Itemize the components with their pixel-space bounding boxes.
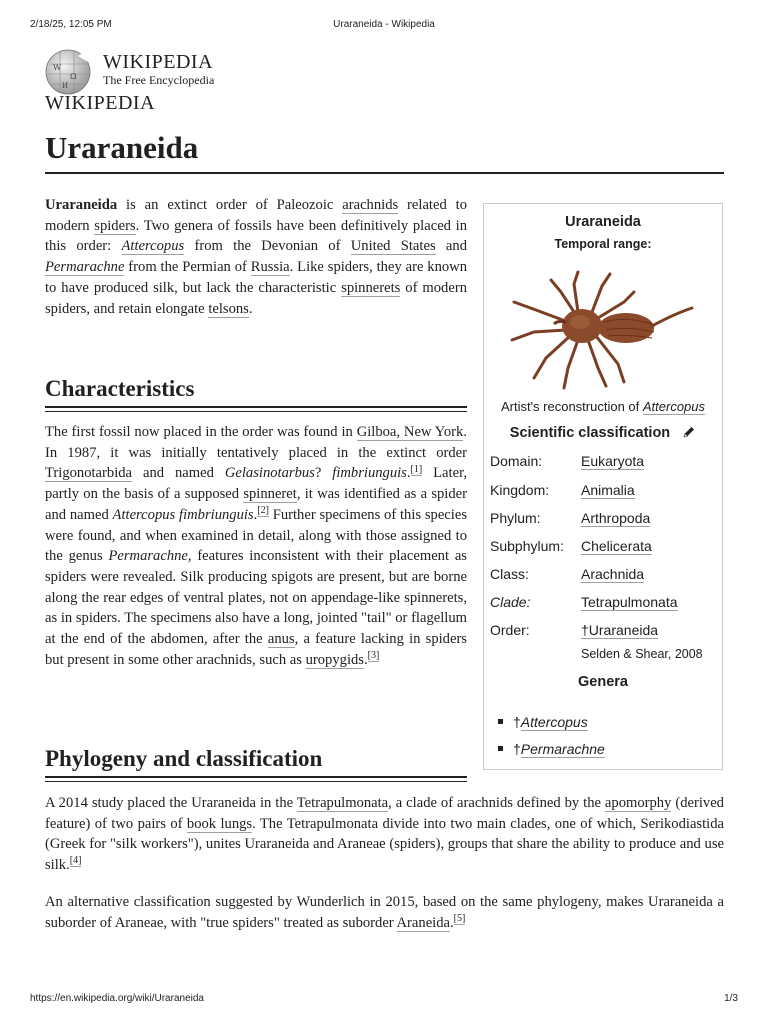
taxon-row-kingdom: Kingdom: Animalia [490,482,635,498]
text-run: . In 1987, it was initially tentatively placed in the extinct order [45,424,467,461]
genus-item: †Permarachne [498,741,605,761]
attercopus-reconstruction-image[interactable] [506,270,706,390]
wiki-link[interactable]: telsons [208,300,249,317]
taxon-link-class[interactable]: Arachnida [581,566,645,582]
taxon-authority: Selden & Shear, 2008 [581,647,703,661]
section-divider [45,776,467,782]
text-run: and [435,238,467,255]
scientific-classification-heading: Scientific classification [484,425,722,441]
citation-link[interactable]: [5] [453,912,466,924]
print-footer [30,993,738,1007]
text-run: . [253,506,258,523]
genus-link-attercopus[interactable]: Attercopus [520,714,588,730]
taxon-link-subphylum[interactable]: Chelicerata [581,538,652,554]
text-run: A 2014 study placed the Uraraneida in the [45,795,297,811]
text-run: of modern spiders, and retain elongate [45,279,467,317]
bullet [498,719,503,724]
text-run: (derived feature) of two pairs of [45,795,724,832]
wiki-link[interactable]: Attercopus [121,238,185,255]
wiki-link[interactable]: Permarachne [45,259,125,276]
taxon-row-domain: Domain: Eukaryota [490,453,645,469]
print-header [30,19,738,33]
wiki-link[interactable]: spinneret [243,486,297,503]
text-run: The first fossil now placed in the order was found in [45,424,357,440]
text-run: . [406,465,411,482]
bullet [498,746,503,751]
page-title: Uraraneida [45,130,199,165]
characteristics-paragraph [45,422,467,670]
text-run: from the Permian of [124,259,251,276]
print-page-title: Uraraneida - Wikipedia [333,19,435,30]
text-run: An alternative classification suggested by Wunderlich in 2015, based on the same phylogeny, makes Uraraneida a suborder of Araneae, with "true spiders" treated as suborder [45,894,724,931]
phylogeny-paragraph-2 [45,892,724,933]
print-url: https://en.wikipedia.org/wiki/Uraraneida [30,993,204,1004]
taxobox [483,203,723,770]
wiki-link[interactable]: book lungs [186,815,253,832]
taxon-link-phylum[interactable]: Arthropoda [581,510,651,526]
text-run: , features inconsistent with their placement as spiders were revealed. Silk producing spigots are present, but are borne along the rear edges of ventral plates, not on appendage-like spinnerets, as in spiders. The specimens also have a long, jointed "tail" or flagellum at the end of the abdomen, after the [45,548,467,648]
text-run: related to modern [45,197,467,234]
wikipedia-wordmark-alt[interactable]: WIKIPEDIA [45,92,156,114]
text-run: . Like spiders, they are known to have produced silk, but lack the characteristic [45,259,468,296]
taxon-row-class: Class: Arachnida [490,566,645,582]
text-run: Further specimens of this species were found, and when examined in detail, along with those assigned to the genus [45,506,467,565]
text-run: from the Devonian of [184,238,351,255]
svg-text:И: И [62,82,69,90]
caption-link-attercopus[interactable]: Attercopus [642,399,706,414]
wiki-link[interactable]: anus [267,631,295,648]
genera-heading: Genera [578,674,628,690]
print-page-number: 1/3 [724,993,738,1004]
image-caption: Artist's reconstruction of Attercopus [500,399,706,414]
title-divider [45,172,724,174]
pencil-icon[interactable] [682,425,696,439]
wiki-link[interactable]: Trigonotarbida [45,465,133,482]
citation-link[interactable]: [2] [257,504,269,516]
temporal-range-label: Temporal range: [554,237,652,251]
citation-link[interactable]: [1] [410,463,423,475]
citation-link[interactable]: [4] [69,855,82,867]
wikipedia-tagline: The Free Encyclopedia [103,73,215,87]
wiki-link[interactable]: apomorphy [604,795,672,811]
wiki-link[interactable]: arachnids [342,197,399,213]
taxon-row-order: Order: †Uraraneida [490,622,659,638]
wiki-link[interactable]: uropygids [305,651,364,668]
bold-term: Uraraneida [45,197,118,213]
taxon-row-clade: Clade: Tetrapulmonata [490,594,678,610]
wiki-link[interactable]: Russia [250,259,290,276]
italic-text: fimbriunguis [332,465,407,482]
taxon-link-order[interactable]: †Uraraneida [581,622,659,638]
wiki-link[interactable]: Gilboa, New York [356,424,464,440]
text-run: , a clade of arachnids defined by the [388,795,605,811]
wiki-link[interactable]: Tetrapulmonata [296,795,389,811]
citation-link[interactable]: [3] [367,649,380,661]
taxon-link-clade[interactable]: Tetrapulmonata [581,594,678,610]
svg-text:W: W [53,63,62,72]
italic-text: Attercopus fimbriunguis [112,506,254,523]
text-run: , a feature lacking in spiders but present in some other arachnids, such as [45,631,467,668]
wiki-link[interactable]: Araneida [396,914,450,931]
phylogeny-paragraph-1 [45,793,724,876]
wiki-link[interactable]: spiders [94,217,136,234]
wikipedia-globe-icon[interactable] [44,48,92,96]
taxobox-title: Uraraneida [565,214,641,230]
text-run: and named [132,465,225,482]
section-heading-characteristics: Characteristics [45,376,195,401]
taxon-link-domain[interactable]: Eukaryota [581,453,645,469]
print-datetime: 2/18/25, 12:05 PM [30,19,112,30]
text-run: . [450,914,454,931]
taxon-row-phylum: Phylum: Arthropoda [490,510,651,526]
italic-text: Permarachne [108,548,188,565]
text-run: . Two genera of fossils have been definitively placed in this order: [45,217,467,255]
text-run: . The Tetrapulmonata divide into two main clades, one of which, Serikodiastida (Greek for "silk workers"), unites Uraraneida and Araneae (spiders), groups that share the ability to produce and use silk. [45,815,724,874]
text-run: . [248,300,253,317]
genus-item: †Attercopus [498,714,588,734]
wikipedia-wordmark[interactable]: WIKIPEDIA [103,51,214,73]
genus-link-permarachne[interactable]: Permarachne [520,741,605,757]
taxon-link-kingdom[interactable]: Animalia [581,482,635,498]
text-run: , it was identified as a spider and named [45,486,467,523]
wiki-link[interactable]: spinnerets [341,279,401,296]
taxon-row-subphylum: Subphylum: Chelicerata [490,538,652,554]
text-run: ? [314,465,333,482]
text-run: Later, partly on the basis of a supposed [45,465,467,503]
svg-text:Ω: Ω [70,72,77,81]
section-heading-phylogeny: Phylogeny and classification [45,746,323,771]
text-run: . [363,651,368,668]
italic-text: Gelasinotarbus [224,465,315,482]
wiki-link[interactable]: United States [350,238,436,255]
section-divider [45,406,467,412]
text-run: is an extinct order of Paleozoic [117,197,343,213]
lead-paragraph [45,195,467,319]
